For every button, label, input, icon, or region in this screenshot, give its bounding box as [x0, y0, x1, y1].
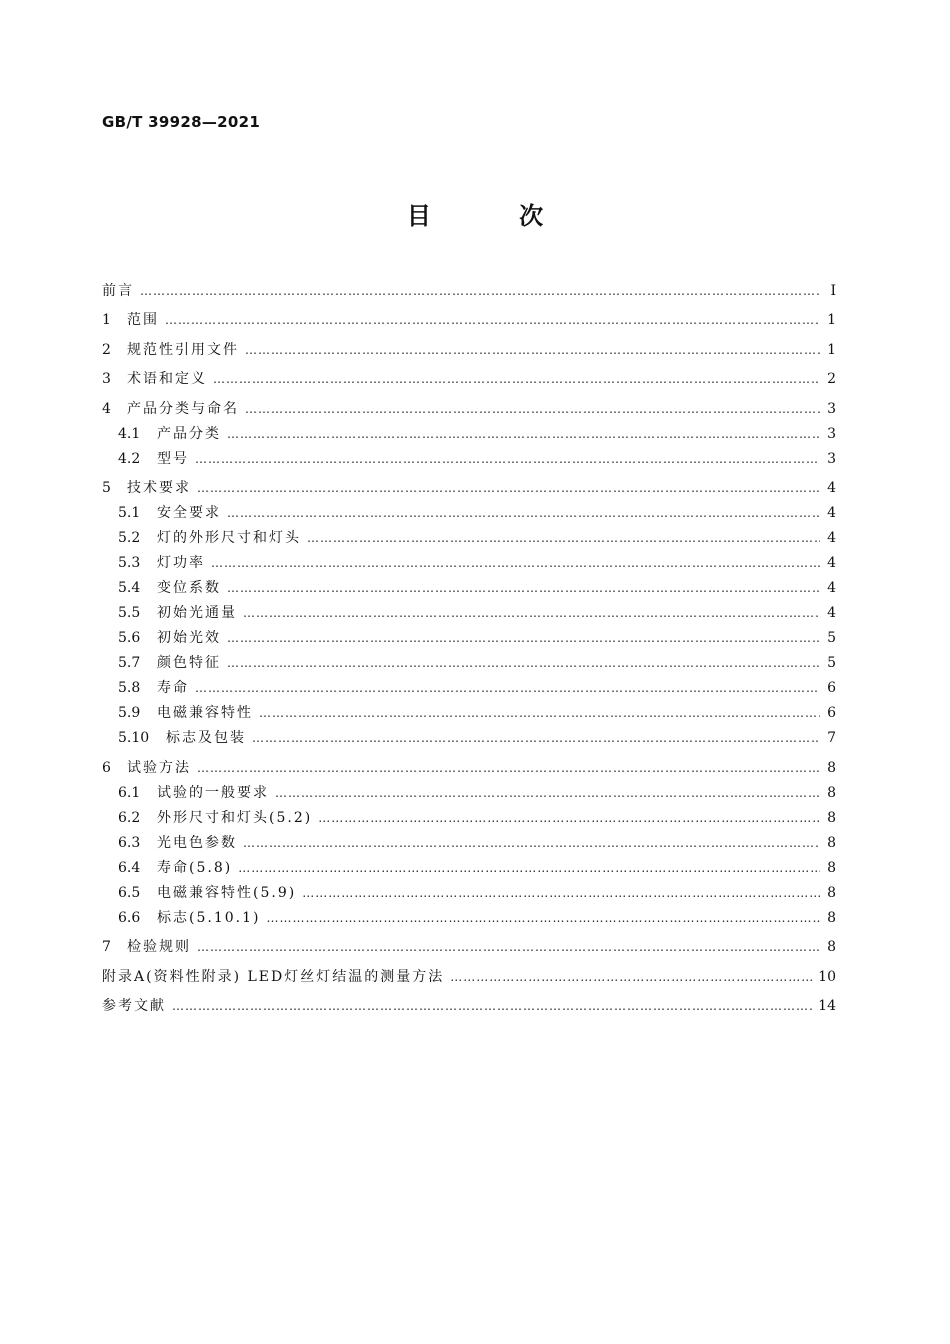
toc-entry-label: 电磁兼容特性(5.9)	[157, 884, 297, 901]
toc-entry[interactable]	[102, 928, 836, 958]
toc-entry-label: 标志及包装	[166, 730, 246, 746]
toc-entry-number: 3	[102, 371, 111, 387]
toc-entry[interactable]	[102, 987, 836, 1017]
toc-entry[interactable]	[102, 444, 836, 469]
toc-entry[interactable]	[102, 723, 836, 748]
toc-entry-label: 检验规则	[127, 939, 191, 955]
toc-entry-label: 灯的外形尺寸和灯头	[157, 530, 301, 546]
toc-entry-label: 标志(5.10.1)	[157, 909, 261, 926]
toc-entry[interactable]	[102, 803, 836, 828]
toc-entry[interactable]	[102, 748, 836, 778]
toc-leader-dots	[227, 628, 820, 648]
toc-entry[interactable]	[102, 957, 836, 987]
toc-entry-number: 6.1	[118, 784, 141, 801]
toc-entry[interactable]	[102, 698, 836, 723]
toc-leader-dots	[227, 503, 820, 523]
toc-entry-number: 4.1	[118, 425, 141, 442]
toc-entry[interactable]	[102, 673, 836, 698]
toc-entry[interactable]	[102, 623, 836, 648]
toc-entry-label: 试验的一般要求	[157, 784, 269, 801]
toc-leader-dots	[195, 678, 820, 698]
toc-leader-dots	[165, 310, 820, 330]
toc-entry-number: 4.2	[118, 450, 141, 467]
toc-leader-dots	[227, 578, 820, 598]
toc-leader-dots	[243, 833, 820, 853]
toc-entry-label: 附录A(资料性附录) LED灯丝灯结温的测量方法	[102, 968, 445, 985]
toc-entry[interactable]	[102, 548, 836, 573]
toc-leader-dots	[195, 449, 820, 469]
toc-leader-dots	[213, 369, 820, 389]
toc-entry-label: 初始光效	[157, 630, 221, 646]
toc-entry-label: 灯功率	[157, 555, 205, 571]
toc-leader-dots	[227, 424, 820, 444]
toc-entry[interactable]	[102, 419, 836, 444]
toc-entry-page: 3	[827, 400, 836, 417]
toc-entry[interactable]	[102, 301, 836, 331]
toc-entry-label: 产品分类与命名	[127, 400, 239, 417]
toc-entry-page: 8	[827, 939, 836, 955]
table-of-contents	[102, 271, 836, 1016]
toc-entry-page: 8	[827, 759, 836, 776]
toc-entry-label: 电磁兼容特性	[157, 705, 253, 721]
toc-entry-page: 8	[827, 834, 836, 851]
toc-entry-label: 变位系数	[157, 580, 221, 596]
toc-entry[interactable]	[102, 271, 836, 301]
toc-leader-dots	[307, 528, 820, 548]
toc-entry-page: 1	[827, 341, 836, 358]
standard-code: GB/T 39928—2021	[102, 113, 261, 131]
toc-entry-page: 8	[827, 884, 836, 901]
toc-entry-number: 2	[102, 341, 111, 358]
toc-entry-page: 6	[827, 680, 836, 696]
toc-leader-dots	[238, 858, 820, 878]
toc-leader-dots	[259, 703, 820, 723]
toc-entry-label: 初始光通量	[157, 605, 237, 621]
toc-entry-label: 颜色特征	[157, 655, 221, 671]
toc-entry-number: 6.6	[118, 909, 141, 926]
toc-leader-dots	[302, 883, 820, 903]
toc-entry-label: 外形尺寸和灯头(5.2)	[157, 809, 313, 826]
toc-entry-page: 5	[827, 630, 836, 646]
toc-entry[interactable]	[102, 389, 836, 419]
toc-entry-number: 5	[102, 480, 111, 496]
toc-entry[interactable]	[102, 853, 836, 878]
toc-entry-label: 安全要求	[157, 505, 221, 521]
toc-entry-number: 5.5	[118, 605, 141, 621]
toc-leader-dots	[197, 937, 820, 957]
toc-entry-label: 寿命(5.8)	[157, 859, 233, 876]
toc-entry[interactable]	[102, 648, 836, 673]
toc-entry-page: 4	[827, 530, 836, 546]
toc-entry-number: 5.4	[118, 580, 141, 596]
toc-entry-number: 6	[102, 759, 111, 776]
toc-entry-label: 光电色参数	[157, 834, 237, 851]
toc-entry-number: 5.6	[118, 630, 141, 646]
toc-entry-number: 7	[102, 939, 111, 955]
toc-entry-label: 寿命	[157, 680, 189, 696]
toc-leader-dots	[140, 281, 820, 301]
toc-leader-dots	[197, 758, 820, 778]
toc-entry-page: 3	[827, 425, 836, 442]
toc-entry-page: 8	[827, 809, 836, 826]
toc-entry-number: 4	[102, 400, 111, 417]
toc-leader-dots	[245, 340, 820, 360]
toc-entry-number: 6.2	[118, 809, 141, 826]
toc-entry-number: 5.9	[118, 705, 141, 721]
toc-entry[interactable]	[102, 360, 836, 390]
toc-leader-dots	[245, 399, 820, 419]
toc-entry-number: 6.3	[118, 834, 141, 851]
toc-entry-page: 4	[827, 580, 836, 596]
toc-entry-page: 1	[827, 312, 836, 328]
toc-leader-dots	[266, 908, 820, 928]
toc-leader-dots	[318, 808, 820, 828]
toc-entry[interactable]	[102, 903, 836, 928]
toc-entry-label: 产品分类	[157, 425, 221, 442]
toc-entry-page: 14	[818, 998, 836, 1014]
toc-leader-dots	[227, 653, 820, 673]
toc-leader-dots	[450, 967, 814, 987]
toc-entry-number: 1	[102, 312, 111, 328]
toc-entry-label: 术语和定义	[127, 371, 207, 387]
toc-title: 目 次	[406, 202, 584, 230]
toc-entry-page: 8	[827, 859, 836, 876]
toc-entry-number: 5.1	[118, 505, 141, 521]
toc-entry-page: 3	[827, 450, 836, 467]
toc-entry-number: 6.4	[118, 859, 141, 876]
toc-entry-label: 范围	[127, 312, 159, 328]
toc-entry-page: 4	[827, 555, 836, 571]
toc-entry-page: 10	[818, 968, 836, 985]
toc-entry-page: 4	[827, 480, 836, 496]
toc-entry-page: 4	[827, 605, 836, 621]
toc-entry-page: 7	[827, 730, 836, 746]
toc-entry-label: 型号	[157, 450, 189, 467]
toc-entry-label: 参考文献	[102, 998, 166, 1014]
toc-leader-dots	[252, 728, 820, 748]
toc-entry[interactable]	[102, 778, 836, 803]
toc-entry[interactable]	[102, 523, 836, 548]
toc-entry-number: 5.2	[118, 530, 141, 546]
toc-leader-dots	[211, 553, 820, 573]
toc-entry[interactable]	[102, 878, 836, 903]
toc-entry-label: 技术要求	[127, 480, 191, 496]
toc-entry-number: 5.8	[118, 680, 141, 696]
toc-leader-dots	[243, 603, 820, 623]
toc-entry-page: 4	[827, 505, 836, 521]
toc-entry-page: 8	[827, 909, 836, 926]
toc-entry[interactable]	[102, 828, 836, 853]
toc-leader-dots	[275, 783, 820, 803]
toc-leader-dots	[197, 478, 820, 498]
toc-entry-label: 试验方法	[127, 759, 191, 776]
toc-entry-number: 5.3	[118, 555, 141, 571]
toc-entry-label: 规范性引用文件	[127, 341, 239, 358]
toc-entry-page: 5	[827, 655, 836, 671]
toc-entry[interactable]	[102, 469, 836, 499]
toc-entry-page: 8	[827, 784, 836, 801]
toc-entry[interactable]	[102, 498, 836, 523]
toc-entry-number: 5.10	[118, 730, 150, 746]
toc-leader-dots	[172, 996, 814, 1016]
toc-entry-label: 前言	[102, 282, 134, 299]
toc-entry[interactable]	[102, 598, 836, 623]
toc-entry-number: 6.5	[118, 884, 141, 901]
toc-entry-page: 2	[827, 371, 836, 387]
toc-entry-page: Ⅰ	[830, 282, 836, 299]
toc-entry-page: 6	[827, 705, 836, 721]
toc-entry[interactable]	[102, 573, 836, 598]
toc-entry-number: 5.7	[118, 655, 141, 671]
toc-entry[interactable]	[102, 330, 836, 360]
